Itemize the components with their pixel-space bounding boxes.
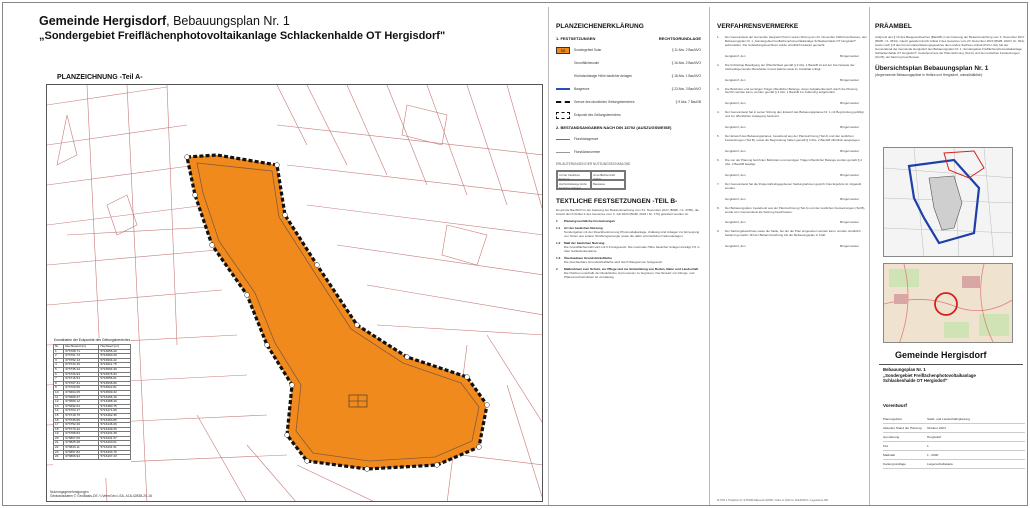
- textual-item-number: 2: [556, 267, 558, 272]
- legend-row: [556, 135, 701, 143]
- procedure-entry-text: Der Satzungsbeschluss sowie die Stelle, bei der der Plan eingesehen werden kann, wurden ortsüblich bekannt gemacht. Mit der Bekanntmachung tritt der Bebauungsplan in Kraft.: [725, 229, 861, 238]
- procedure-entry-number: 5.: [717, 134, 720, 139]
- coordinate-cell: 5716488.49: [99, 400, 131, 405]
- titleblock-municipality: Gemeinde Hergisdorf: [895, 350, 987, 360]
- procedure-entry-number: 1.: [717, 35, 720, 39]
- coordinate-cell: 673735.44: [64, 367, 99, 372]
- footer-note: M-STR 4 Projektion D, ETRS89 Ellipsoid GRS80 / Höhe in NHN im DHHN2016 / Lagestatus 489: [717, 499, 828, 502]
- coordinate-cell: 5716431.51: [99, 446, 131, 451]
- signature-line: [717, 78, 867, 82]
- coordinate-cell: 5716430.61: [99, 441, 131, 446]
- titleblock-meta-value: 1: [927, 444, 929, 448]
- legend-text: Höchstzulässige Höhe baulicher Anlagen: [574, 74, 632, 78]
- coordinate-cell: 5716656.20: [99, 349, 131, 354]
- overview-heading: Übersichtsplan Bebauungsplan Nr. 1: [875, 65, 989, 73]
- coordinate-cell: 673704.17: [64, 409, 99, 414]
- coordinate-cell: 673694.05: [64, 390, 99, 395]
- coordinate-cell: 673726.94: [64, 372, 99, 377]
- coordinate-cell: 5716594.30: [99, 367, 131, 372]
- textual-item-title: Planungsrechtliche Festsetzungen: [564, 219, 616, 224]
- legend-section-1-title: 1. FESTSETZUNGEN: [556, 36, 596, 41]
- coordinate-cell: 673866.94: [64, 455, 99, 460]
- textual-item-number: 1.1: [556, 226, 561, 231]
- titleblock-meta-key: Aktueller Stand der Planung: [883, 426, 922, 430]
- signature-place: Hergisdorf, den: [725, 220, 746, 225]
- textual-item-text: Sondergebiet mit der Zweckbestimmung Photovoltaikanlage. Zulässig sind Anlagen zur Erzeugung von Strom aus solarer Strahlungsenergie sowie die dafür erforderlichen Nebenanlagen.: [564, 230, 700, 239]
- overview-map: [883, 147, 1013, 257]
- coordinate-cell: 9: [54, 386, 64, 391]
- textual-item-title: Maßnahmen zum Schutz, zur Pflege und zur Entwicklung von Boden, Natur und Landschaft: [564, 267, 699, 272]
- coordinate-cell: 5716453.85: [99, 418, 131, 423]
- procedure-entry: [717, 111, 867, 119]
- coordinate-cell: 673768.71: [64, 349, 99, 354]
- legend-heading: PLANZEICHENERKLÄRUNG: [556, 23, 644, 30]
- procedure-entry-number: 7.: [717, 181, 720, 186]
- textual-item: [556, 256, 701, 264]
- column-divider: [548, 7, 549, 505]
- titleblock-meta-key: Gemarkung: [883, 435, 900, 439]
- coordinate-cell: 673689.37: [64, 395, 99, 400]
- legend-symbol: [556, 88, 570, 90]
- sondergebiet-area: [187, 155, 487, 469]
- titleblock-meta-key: Planungsbüro: [883, 417, 903, 421]
- procedure-entry-text: Die Behörden und sonstigen Träger öffentlicher Belange, deren Aufgabenbereich durch die Planung berührt werden kann, wurden gemäß § 4 Abs. 1 BauGB zur Äußerung aufgefordert.: [725, 86, 858, 95]
- coordinate-table-title: Koordinaten der Eckpunkte des Geltungsbereiches: [53, 338, 131, 342]
- nutzungsschablone-heading: ERLÄUTERUNGEN DER NUTZUNGSSCHABLONE: [556, 162, 631, 166]
- signature-place: Hergisdorf, den: [725, 125, 746, 130]
- coordinate-cell: 17: [54, 423, 64, 428]
- coordinate-cell: 19: [54, 432, 64, 437]
- titleblock-meta-row: [883, 460, 1025, 469]
- coordinate-cell: 673719.75: [64, 413, 99, 418]
- coordinate-header: Hochwert [m]: [99, 345, 131, 350]
- signature-line: [717, 244, 867, 248]
- overview-plan-area: [929, 176, 962, 230]
- titleblock-plan-line: „Sondergebiet Freiflächenphotovoltaikanlage: [883, 372, 976, 378]
- plan-title: [39, 14, 290, 28]
- textual-item: [556, 241, 701, 253]
- procedure-entry-text: Der Gemeinderat hat die fristgemäß abgegebenen Stellungnahmen geprüft. Das Ergebnis ist mitgeteilt worden.: [725, 181, 862, 190]
- data-source-note: Nutzungsgenehmigungen Geobasisdaten © GeoBasis-DE / LVermGeo LSA, A18-42838-20-16: [50, 490, 152, 499]
- procedure-entry-number: 8.: [717, 205, 720, 210]
- coordinate-cell: 673825.28: [64, 441, 99, 446]
- coordinate-header: Rechtswert [m]: [64, 345, 99, 350]
- textual-item-number: 1.3: [556, 256, 561, 261]
- titleblock-meta-row: [883, 451, 1025, 460]
- legend-row: [556, 59, 701, 67]
- coordinate-cell: 6: [54, 372, 64, 377]
- legend-ref: § 18 Abs. 1 BauNVO: [671, 74, 701, 78]
- textual-item: [556, 226, 701, 238]
- procedure-entry-text: Der Entwurf des Bebauungsplanes, bestehend aus der Planzeichnung (Teil A) und den textlichen Festsetzungen (Teil B), sowie die Begründung haben gemäß § 3 Abs. 2 BauGB öffentlich ausgelegen.: [725, 134, 861, 143]
- titleblock-meta-key: Maßstab: [883, 453, 896, 457]
- coordinate-cell: 15: [54, 413, 64, 418]
- legend-symbol: [556, 101, 570, 103]
- legend-text: Flurstücksgrenze: [574, 137, 599, 141]
- coordinate-cell: 2: [54, 354, 64, 359]
- coordinate-cell: 5716536.89: [99, 381, 131, 386]
- textual-intro: Es gilt die BauNVO in der Fassung der Bekanntmachung vom 21. November 2017 (BGBl. I S. 3786), die zuletzt durch Artikel 2 des Gesetzes vom 3. Juli 2023 (BGBl. 2023 I Nr. 176) geändert worden ist.: [556, 208, 699, 217]
- titleblock-meta-value: 1 : 2000: [927, 453, 939, 457]
- textual-item-title: Maß der baulichen Nutzung: [564, 241, 605, 246]
- legend-symbol: [556, 112, 570, 119]
- procedure-entry-text: Der Gemeinderat hat in seiner Sitzung den Entwurf des Bebauungsplanes Nr. 1 mit Begründung gebilligt und zur öffentlichen Auslegung bestimmt.: [725, 110, 864, 119]
- legend-row: [556, 98, 701, 106]
- municipality-title: Gemeinde Hergisdorf: [39, 14, 167, 28]
- column-divider: [869, 7, 870, 505]
- coordinate-cell: 673857.82: [64, 450, 99, 455]
- signature-line: [717, 54, 867, 58]
- procedure-heading: VERFAHRENSVERMERKE: [717, 23, 799, 30]
- legend-section-1: [556, 36, 701, 41]
- titleblock-meta-row: [883, 433, 1025, 442]
- plan-subtitle: „Sondergebiet Freiflächenphotovoltaikanlage Schlackenhalde OT Hergisdorf": [39, 30, 446, 42]
- coordinate-cell: 673743.16: [64, 363, 99, 368]
- coordinate-cell: 5716634.22: [99, 358, 131, 363]
- legend-ref: § 23 Abs. 3 BauNVO: [671, 87, 701, 91]
- coordinate-cell: 673735.66: [64, 418, 99, 423]
- legend-row: [556, 46, 701, 54]
- coordinate-cell: 673716.54: [64, 377, 99, 382]
- textual-item-text: Die überbaubare Grundstücksfläche wird durch Baugrenzen festgesetzt.: [564, 260, 663, 265]
- signature-line: [717, 220, 867, 224]
- preamble-text: Aufgrund des § 10 des Baugesetzbuches (BauGB) in der Fassung der Bekanntmachung vom 3. November 2017 (BGBl. I S. 3634), zuletzt geändert durch Artikel 3 des Gesetzes vom 20. Dezember 2023 (BGBl. 2023 I Nr. 394), sowie nach § 8 des Kommunalverfassungsgesetzes des Landes Sachsen-Anhalt (KVG LSA) hat der Gemeinderat der Gemeinde Hergisdorf den Bebauungsplan Nr. 1 „Sondergebiet Freiflächenphotovoltaikanlage Schlackenhalde OT Hergisdorf", bestehend aus der Planzeichnung (Teil A) und den textlichen Festsetzungen (Teil B), als Satzung beschlossen.: [875, 35, 1025, 59]
- coordinate-cell: 14: [54, 409, 64, 414]
- coordinate-cell: 1: [54, 349, 64, 354]
- textual-item-body: [564, 267, 701, 279]
- coordinate-cell: 22: [54, 446, 64, 451]
- legend-symbol: [556, 152, 570, 153]
- coordinate-cell: 5716431.57: [99, 436, 131, 441]
- coordinate-cell: 20: [54, 436, 64, 441]
- titleblock-divider: [879, 364, 1023, 365]
- legend-ref: § 16 Abs. 2 BauNVO: [671, 61, 701, 65]
- textual-item-body: [564, 256, 701, 264]
- legend-row: [556, 148, 701, 156]
- coordinate-cell: 5716434.38: [99, 432, 131, 437]
- signature-line: [717, 173, 867, 177]
- signature-role: Bürgermeister: [840, 220, 859, 225]
- textual-item-text: Die Grundflächenzahl wird mit 0,6 festgesetzt. Die maximale Höhe baulicher Anlagen beträgt 3,5 m über Geländeoberkante.: [564, 245, 700, 254]
- coordinate-cell: 673707.31: [64, 381, 99, 386]
- textual-item-number: 1.2: [556, 241, 561, 246]
- coordinate-cell: 5716522.81: [99, 386, 131, 391]
- legend-rows: [556, 46, 701, 119]
- titleblock-meta-value: Liegenschaftskarte: [927, 462, 953, 466]
- coordinate-cell: 673700.55: [64, 386, 99, 391]
- coordinate-cell: 18: [54, 427, 64, 432]
- procedure-entry: [717, 207, 867, 215]
- coordinate-grid: [53, 344, 131, 460]
- textual-item: [556, 219, 701, 223]
- drawing-panel: [17, 6, 539, 504]
- signature-line: [717, 125, 867, 129]
- legend-section-2-title: 2. BESTANDSANGABEN NACH DIN 18702 (AUSZUGSWEISE): [556, 125, 672, 130]
- coordinate-cell: 21: [54, 441, 64, 446]
- titleblock-meta-key: Kartengrundlage: [883, 462, 906, 466]
- location-map: [883, 263, 1013, 343]
- legend-text: Baugrenze: [574, 87, 590, 91]
- signature-role: Bürgermeister: [840, 77, 859, 82]
- coordinate-cell: 5716509.32: [99, 390, 131, 395]
- coordinate-cell: 5716556.51: [99, 377, 131, 382]
- overview-subheading: (Angrenzende Bebauungspläne in Helbra und Hergisdorf, unmaßstäblich): [875, 73, 983, 78]
- procedure-entry: [717, 64, 867, 72]
- procedure-entry-number: 6.: [717, 157, 720, 162]
- coordinate-cell: 5716433.70: [99, 450, 131, 455]
- procedure-entry: [717, 159, 867, 167]
- procedure-entry: [717, 183, 867, 191]
- coordinate-cell: 8: [54, 381, 64, 386]
- coordinate-cell: 24: [54, 455, 64, 460]
- legend-ref: § 9 Abs. 7 BauGB: [675, 100, 701, 104]
- signature-place: Hergisdorf, den: [725, 172, 746, 177]
- overview-map-canvas: [884, 148, 1013, 257]
- titleblock-meta-value: Stadt- und Landschaftsplanung: [927, 417, 970, 421]
- procedure-entry-text: Der Bebauungsplan, bestehend aus der Planzeichnung (Teil A) und den textlichen Festsetzungen (Teil B), wurde vom Gemeinderat als Satzung beschlossen.: [725, 205, 866, 214]
- procedure-entry-number: 9.: [717, 229, 720, 234]
- coordinate-cell: 673788.84: [64, 432, 99, 437]
- legend-symbol: [556, 139, 570, 140]
- coordinate-cell: 3: [54, 358, 64, 363]
- titleblock-meta-key: Flur: [883, 444, 889, 448]
- plan-number: , Bebauungsplan Nr. 1: [166, 14, 290, 28]
- drawing-part-label: PLANZEICHNUNG -Teil A-: [57, 74, 143, 81]
- legend-symbol: [556, 73, 570, 80]
- coordinate-cell: 5716496.16: [99, 395, 131, 400]
- signature-place: Hergisdorf, den: [725, 148, 746, 153]
- signature-role: Bürgermeister: [840, 244, 859, 249]
- procedure-entry-text: Der Gemeinderat der Gemeinde Hergisdorf hat in seiner Sitzung am 23. November 2022 beschlossen, den Bebauungsplan Nr. 1 „Sondergebiet Freiflächenphotovoltaikanlage Schlackenhalde OT Hergisdorf" aufzustellen. Der Aufstellungsbeschluss wurde ortsüblich bekannt gemacht.: [725, 35, 867, 47]
- procedure-entry-text: Die frühzeitige Beteiligung der Öffentlichkeit gemäß § 3 Abs. 1 BauGB ist auf der Internetseite der Verbandsgemeinde Mansfelder Grund-Helbra sowie im Amtsblatt erfolgt.: [725, 62, 855, 71]
- titleblock-meta-value: Oktober 2024: [927, 426, 946, 430]
- procedure-entry-number: 4.: [717, 110, 720, 115]
- coordinate-cell: 7: [54, 377, 64, 382]
- signature-line: [717, 149, 867, 153]
- coordinate-cell: 5716446.09: [99, 423, 131, 428]
- textual-item-text: Die Flächen unterhalb der Modultische sind extensiv zu begrünen. Der Einsatz von Dünge- und Pflanzenschutzmitteln ist unzulässig.: [564, 271, 695, 280]
- legend-ref: § 11 Abs. 2 BauNVO: [671, 48, 701, 52]
- location-map-canvas: [884, 264, 1013, 343]
- preamble-heading: PRÄAMBEL: [875, 23, 912, 30]
- textual-item: [556, 267, 701, 279]
- legend-section-1-ref: RECHTSGRUNDLAGE: [658, 36, 701, 41]
- legend-symbol: SO: [556, 47, 570, 54]
- signature-place: Hergisdorf, den: [725, 196, 746, 201]
- signature-place: Hergisdorf, den: [725, 77, 746, 82]
- coordinate-cell: 16: [54, 418, 64, 423]
- legend-text: Eckpunkt des Geltungsbereiches: [574, 113, 621, 117]
- coordinate-cell: 673770.42: [64, 427, 99, 432]
- signature-role: Bürgermeister: [840, 172, 859, 177]
- legend-column: [556, 23, 701, 503]
- procedure-entry-number: 2.: [717, 62, 720, 67]
- coordinate-row: [54, 455, 131, 460]
- procedure-column: [717, 23, 867, 503]
- procedure-entry-number: 3.: [717, 86, 720, 91]
- coordinate-table: [53, 338, 131, 478]
- signature-line: [717, 197, 867, 201]
- legend-text: Grenze des räumlichen Geltungsbereiches: [574, 100, 635, 104]
- coordinate-cell: 5716462.36: [99, 413, 131, 418]
- signature-role: Bürgermeister: [840, 148, 859, 153]
- textual-item-body: [564, 219, 701, 223]
- coordinate-cell: 673752.29: [64, 423, 99, 428]
- procedure-entries: [717, 36, 867, 248]
- textual-item-title: Art der baulichen Nutzung: [564, 226, 603, 231]
- signature-line: [717, 101, 867, 105]
- textual-heading: TEXTLICHE FESTSETZUNGEN -TEIL B-: [556, 198, 678, 206]
- coordinate-cell: 5716471.66: [99, 409, 131, 414]
- coordinate-cell: 13: [54, 404, 64, 409]
- coordinate-cell: 673689.12: [64, 400, 99, 405]
- coordinate-cell: 673692.64: [64, 404, 99, 409]
- column-divider: [709, 7, 710, 505]
- plan-sheet: [2, 2, 1028, 506]
- legend-row: [556, 111, 701, 119]
- coordinate-cell: 5716576.93: [99, 372, 131, 377]
- titleblock-plan-line: Schlackenhalde OT Hergisdorf": [883, 378, 948, 384]
- titleblock-meta-row: [883, 415, 1025, 424]
- nutzungsschablone-cell: Grundflächenzahl (GRZ): [591, 171, 625, 180]
- nutzungsschablone-cell: Art der baulichen Nutzung: [557, 171, 591, 180]
- nutzungsschablone-cell: Höchstzulässige Höhe baulicher Anlagen: [557, 180, 591, 189]
- coordinate-cell: 673761.73: [64, 354, 99, 359]
- textual-item-title: Überbaubare Grundstücksfläche: [564, 256, 612, 261]
- coordinate-cell: 23: [54, 450, 64, 455]
- titleblock-meta: [883, 415, 1025, 469]
- textual-item-number: 1: [556, 219, 558, 224]
- signature-place: Hergisdorf, den: [725, 101, 746, 106]
- procedure-entry-text: Die von der Planung berührten Behörden und sonstigen Träger öffentlicher Belange wurden gemäß § 4 Abs. 2 BauGB beteiligt.: [725, 157, 862, 166]
- legend-rows-2: [556, 135, 701, 156]
- titleblock-meta-row: [883, 424, 1025, 433]
- coordinate-cell: 673752.13: [64, 358, 99, 363]
- coordinate-cell: 11: [54, 395, 64, 400]
- signature-place: Hergisdorf, den: [725, 53, 746, 58]
- textual-items: [556, 219, 701, 279]
- procedure-entry: [717, 135, 867, 143]
- nutzungsschablone-grid: [556, 170, 626, 190]
- procedure-entry: [717, 230, 867, 238]
- titleblock-stage: Vorentwurf: [883, 403, 907, 408]
- coordinate-cell: 5716611.75: [99, 363, 131, 368]
- coordinate-cell: 673843.11: [64, 446, 99, 451]
- procedure-entry: [717, 36, 867, 48]
- coordinate-cell: 673807.09: [64, 436, 99, 441]
- legend-symbol: [556, 60, 570, 67]
- coordinate-cell: 5716437.23: [99, 455, 131, 460]
- coordinate-cell: 5716480.75: [99, 404, 131, 409]
- textual-item-body: [564, 241, 701, 253]
- nutzungsschablone-cell: Bauweise: [591, 180, 625, 189]
- right-column: [875, 23, 1025, 503]
- signature-role: Bürgermeister: [840, 125, 859, 130]
- legend-text: Grundflächenzahl: [574, 61, 599, 65]
- coordinate-cell: 5716439.25: [99, 427, 131, 432]
- procedure-entry: [717, 88, 867, 96]
- titleblock-plan-line: Bebauungsplan Nr. 1: [883, 367, 926, 372]
- coordinate-cell: 4: [54, 363, 64, 368]
- legend-row: [556, 72, 701, 80]
- legend-row: [556, 85, 701, 93]
- signature-role: Bürgermeister: [840, 53, 859, 58]
- legend-text: Flurstücksnummer: [574, 150, 601, 154]
- coordinate-cell: 12: [54, 400, 64, 405]
- legend-text: Sondergebiet Solar: [574, 48, 602, 52]
- signature-place: Hergisdorf, den: [725, 244, 746, 249]
- textual-item-body: [564, 226, 701, 238]
- coordinate-cell: 5716660.20: [99, 354, 131, 359]
- signature-role: Bürgermeister: [840, 196, 859, 201]
- titleblock-plan-lines: [883, 367, 1025, 384]
- geltungsbereich-boundary: [187, 155, 487, 469]
- titleblock-meta-row: [883, 442, 1025, 451]
- coordinate-header: Nr.: [54, 345, 64, 350]
- signature-role: Bürgermeister: [840, 101, 859, 106]
- coordinate-cell: 5: [54, 367, 64, 372]
- coordinate-cell: 10: [54, 390, 64, 395]
- titleblock-meta-value: Hergisdorf: [927, 435, 942, 439]
